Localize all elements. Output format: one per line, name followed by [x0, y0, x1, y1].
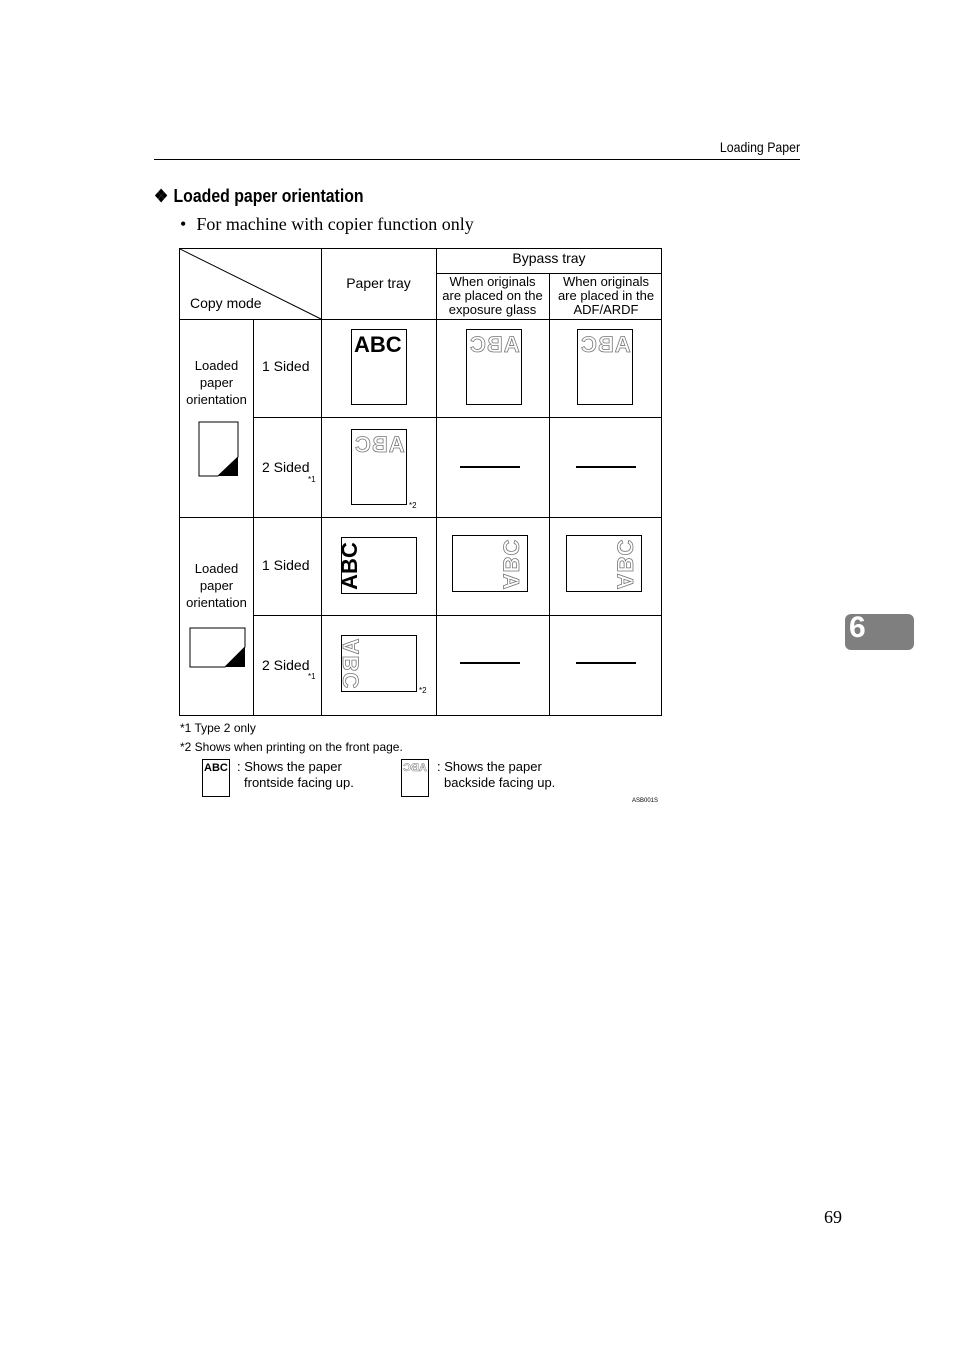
not-applicable-dash	[460, 466, 520, 468]
legend-back-description: : Shows the paper backside facing up.	[437, 759, 556, 790]
not-applicable-dash	[460, 662, 520, 664]
copy-mode-label: Copy mode	[190, 295, 262, 311]
paper-tray-header: Paper tray	[346, 275, 411, 291]
row-label-2-sided: 2 Sided	[262, 657, 310, 673]
paper-front-portrait: ABC	[351, 329, 407, 405]
paper-front-landscape: ABC	[341, 537, 417, 594]
footnote-2: *2 Shows when printing on the front page.	[180, 740, 403, 754]
footnote-mark-1: *1	[308, 672, 316, 681]
row-label-1-sided: 1 Sided	[262, 358, 310, 374]
legend-back-paper: ABC	[401, 759, 429, 797]
glass-column-header: When originals are placed on the exposure glass	[442, 274, 543, 317]
group-label-landscape: Loaded paper orientation	[186, 561, 247, 610]
not-applicable-dash	[576, 662, 636, 664]
section-heading	[154, 186, 364, 207]
diamond-icon: ❖	[154, 186, 169, 206]
paper-back-portrait: ABC	[351, 429, 407, 505]
portrait-paper-icon	[198, 421, 240, 477]
page-number: 69	[824, 1207, 842, 1227]
table-rule	[549, 273, 550, 716]
paper-back-landscape: ABC	[566, 535, 642, 592]
paper-back-landscape: ABC	[341, 635, 417, 692]
bullet-item	[180, 214, 474, 235]
footnote-mark-1: *1	[308, 475, 316, 484]
bullet-text: For machine with copier function only	[196, 214, 474, 234]
table-rule	[253, 417, 662, 418]
running-header: Loading Paper	[719, 139, 800, 155]
legend-front-description: : Shows the paper frontside facing up.	[237, 759, 354, 790]
group-label-portrait: Loaded paper orientation	[186, 358, 247, 407]
orientation-table	[179, 248, 662, 716]
table-rule	[436, 249, 437, 716]
legend-front-paper: ABC	[202, 759, 230, 797]
footnote-1: *1 Type 2 only	[180, 721, 256, 735]
footnote-mark-2: *2	[419, 686, 427, 695]
section-heading-text: Loaded paper orientation	[173, 186, 364, 206]
adf-column-header: When originals are placed in the ADF/ARDF	[557, 274, 655, 317]
artwork-code: ASB001S	[632, 798, 659, 804]
landscape-paper-icon	[189, 627, 247, 669]
bullet-icon: •	[180, 214, 187, 234]
table-rule	[253, 319, 254, 716]
chapter-number: 6	[849, 611, 866, 644]
bypass-tray-header: Bypass tray	[512, 250, 586, 266]
row-label-2-sided: 2 Sided	[262, 459, 310, 475]
paper-back-portrait: ABC	[577, 329, 633, 405]
paper-back-portrait: ABC	[466, 329, 522, 405]
paper-back-landscape: ABC	[452, 535, 528, 592]
not-applicable-dash	[576, 466, 636, 468]
row-label-1-sided: 1 Sided	[262, 557, 310, 573]
table-rule	[253, 615, 662, 616]
header-rule	[154, 159, 800, 160]
footnote-mark-2: *2	[409, 501, 417, 510]
